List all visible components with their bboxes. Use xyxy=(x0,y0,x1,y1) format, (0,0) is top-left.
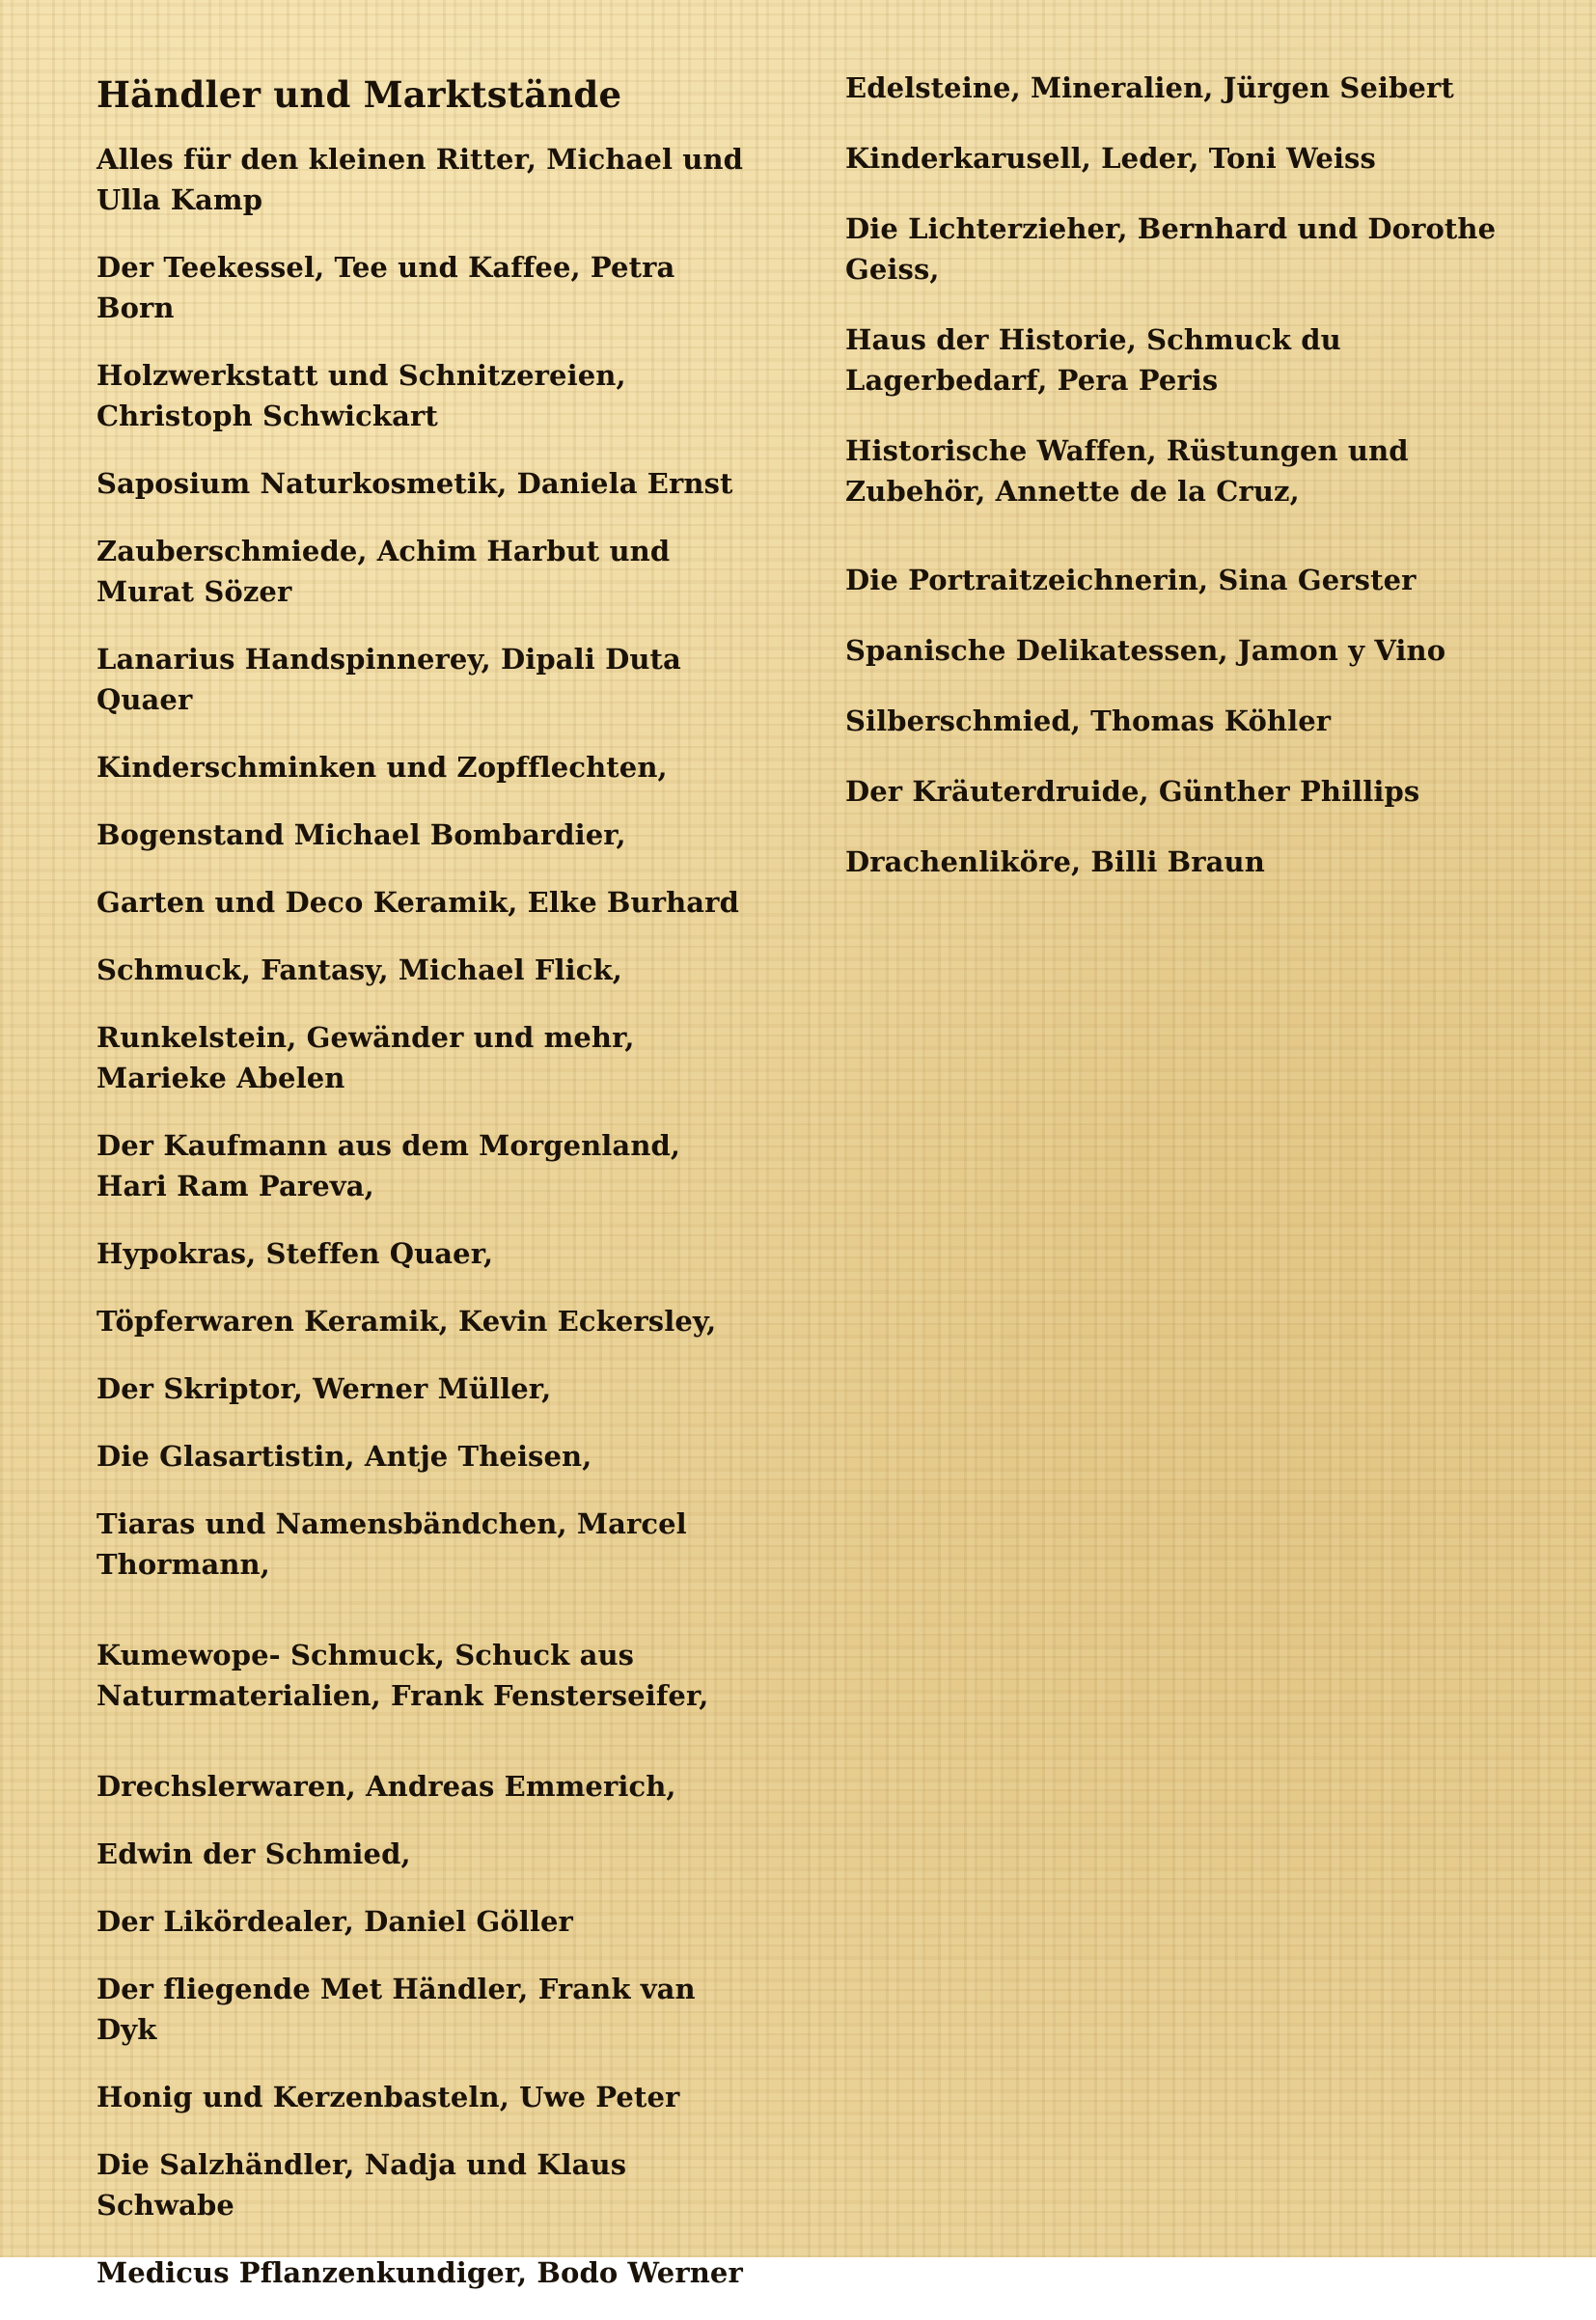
vendor-entry: Tiaras und Namensbändchen, Marcel Thormann, xyxy=(96,1507,687,1581)
vendor-entry: Die Portraitzeichnerin, Sina Gerster xyxy=(845,564,1417,596)
vendor-entry: Hypokras, Steffen Quaer, xyxy=(96,1237,494,1270)
vendor-entry: Edelsteine, Mineralien, Jürgen Seibert xyxy=(845,71,1454,104)
vendor-entry: Holzwerkstatt und Schnitzereien, Christoph Schwickart xyxy=(96,359,626,432)
vendor-entry: Der Likördealer, Daniel Göller xyxy=(96,1905,573,1938)
vendor-entry: Alles für den kleinen Ritter, Michael und Ulla Kamp xyxy=(96,143,744,216)
vendor-entry: Die Lichterzieher, Bernhard und Dorothe Geiss, xyxy=(845,212,1497,286)
right-column xyxy=(845,68,1521,912)
page-title: Händler und Marktstände xyxy=(96,73,622,116)
vendor-entry: Der Kräuterdruide, Günther Phillips xyxy=(845,775,1420,808)
vendor-entry: Garten und Deco Keramik, Elke Burhard xyxy=(96,886,739,919)
left-column xyxy=(96,69,753,2320)
vendor-entry: Zauberschmiede, Achim Harbut und Murat Sözer xyxy=(96,535,671,608)
vendor-entry: Spanische Delikatessen, Jamon y Vino xyxy=(845,634,1446,667)
vendor-entry: Medicus Pflanzenkundiger, Bodo Werner xyxy=(96,2256,743,2289)
vendor-entry: Lanarius Handspinnerey, Dipali Duta Quaer xyxy=(96,643,681,716)
vendor-entry: Drechslerwaren, Andreas Emmerich, xyxy=(96,1770,676,1803)
vendor-entry: Honig und Kerzenbasteln, Uwe Peter xyxy=(96,2081,680,2113)
vendor-entry: Historische Waffen, Rüstungen und Zubehör, Annette de la Cruz, xyxy=(845,434,1409,508)
vendor-entry: Edwin der Schmied, xyxy=(96,1837,411,1870)
vendor-entry: Der fliegende Met Händler, Frank van Dyk xyxy=(96,1973,696,2046)
vendor-entry: Bogenstand Michael Bombardier, xyxy=(96,818,626,851)
vendor-entry: Haus der Historie, Schmuck du Lagerbedarf, Pera Peris xyxy=(845,323,1341,397)
vendor-entry: Runkelstein, Gewänder und mehr, Marieke Abelen xyxy=(96,1021,635,1094)
vendor-entry: Kinderschminken und Zopfflechten, xyxy=(96,751,668,784)
vendor-entry: Der Skriptor, Werner Müller, xyxy=(96,1372,552,1405)
vendor-entry: Kumewope- Schmuck, Schuck aus Naturmaterialien, Frank Fensterseifer, xyxy=(96,1639,709,1712)
vendor-entry: Die Glasartistin, Antje Theisen, xyxy=(96,1440,592,1473)
vendor-entry: Kinderkarusell, Leder, Toni Weiss xyxy=(845,142,1376,175)
vendor-entry: Töpferwaren Keramik, Kevin Eckersley, xyxy=(96,1305,717,1338)
vendor-entry: Der Kaufmann aus dem Morgenland, Hari Ram Pareva, xyxy=(96,1129,681,1202)
vendor-entry: Schmuck, Fantasy, Michael Flick, xyxy=(96,953,622,986)
vendor-entry: Die Salzhändler, Nadja und Klaus Schwabe xyxy=(96,2148,627,2222)
vendor-entry: Der Teekessel, Tee und Kaffee, Petra Born xyxy=(96,251,675,324)
vendor-entry: Saposium Naturkosmetik, Daniela Ernst xyxy=(96,467,733,500)
vendor-entry: Silberschmied, Thomas Köhler xyxy=(845,704,1332,737)
vendor-entry: Drachenliköre, Billi Braun xyxy=(845,845,1265,878)
